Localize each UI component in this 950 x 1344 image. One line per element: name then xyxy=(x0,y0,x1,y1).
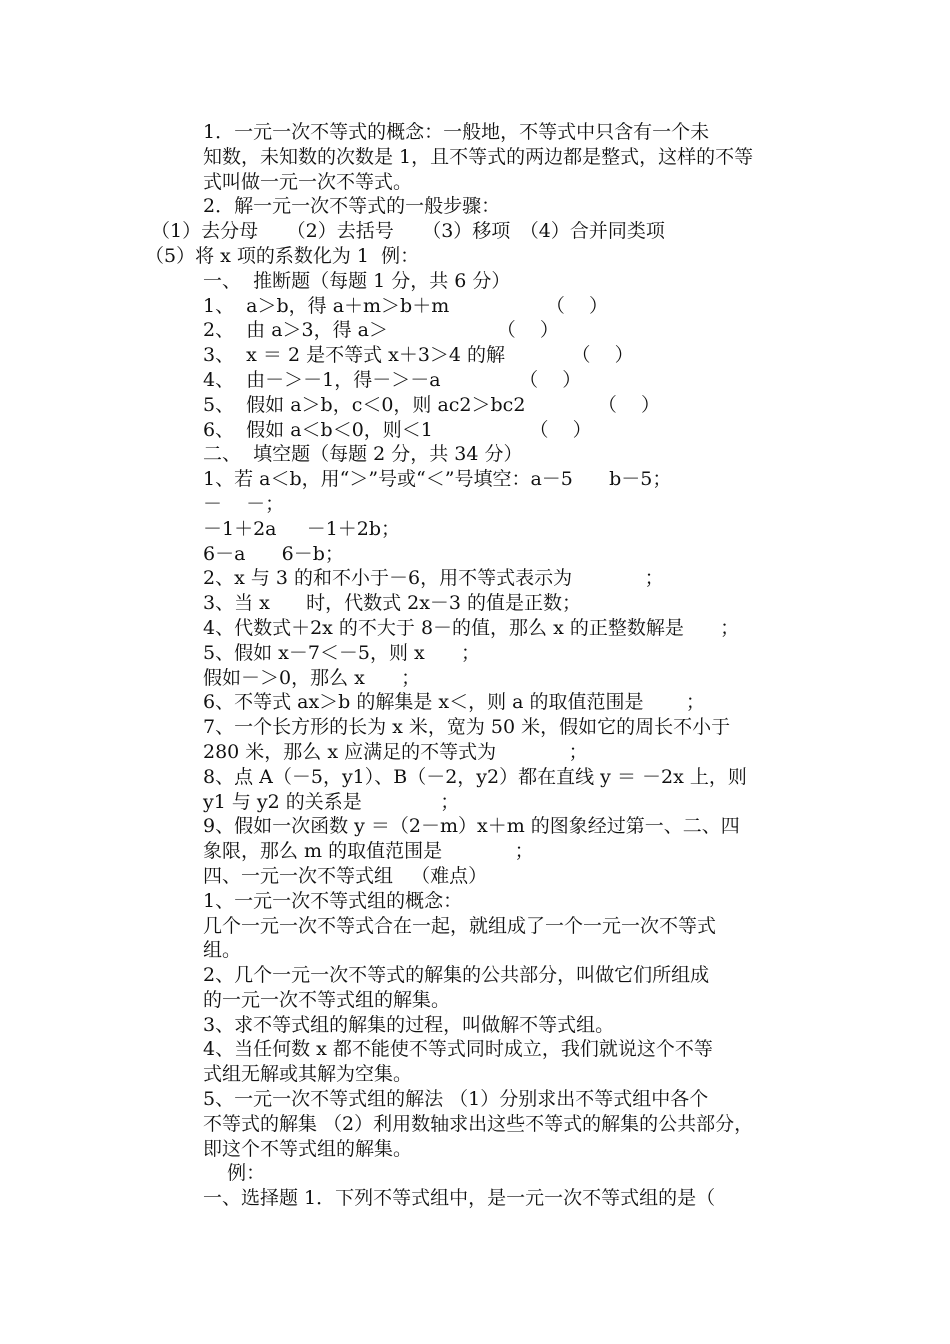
paragraph xyxy=(145,765,810,815)
text-line: 式叫做一元一次不等式。 xyxy=(203,170,413,193)
text-line: 3、当 x 时，代数式 2x－3 的值是正数； xyxy=(203,592,582,615)
paragraph xyxy=(145,914,810,964)
text-line: 1．一元一次不等式的概念：一般地，不等式中只含有一个未 xyxy=(203,121,710,143)
text-line: － －； xyxy=(203,492,285,515)
text-line: 3、求不等式组的解集的过程，叫做解不等式组。 xyxy=(203,1013,615,1036)
text-line: 1、一元一次不等式组的概念： xyxy=(203,889,463,912)
paragraph xyxy=(145,591,810,616)
paragraph xyxy=(145,343,810,368)
text-line: 5、一元一次不等式组的解法 （1）分别求出不等式组中各个 xyxy=(203,1088,709,1111)
text-line: 组。 xyxy=(203,939,242,962)
paragraph xyxy=(145,864,810,889)
paragraph xyxy=(145,690,810,715)
paragraph xyxy=(145,1161,810,1186)
text-line: 不等式的解集 （2）利用数轴求出这些不等式的解集的公共部分， xyxy=(203,1112,754,1135)
paragraph xyxy=(145,418,810,443)
text-line: 知数，未知数的次数是 1，且不等式的两边都是整式，这样的不等 xyxy=(203,145,754,168)
paragraph xyxy=(145,517,810,542)
paragraph xyxy=(145,889,810,914)
text-line: 4、代数式＋2x 的不大于 8－的值，那么 x 的正整数解是 ； xyxy=(203,616,740,639)
paragraph xyxy=(145,219,810,269)
text-line: 6、不等式 ax＞b 的解集是 x＜，则 a 的取值范围是 ； xyxy=(203,691,705,714)
paragraph xyxy=(145,666,810,691)
paragraph xyxy=(145,194,810,219)
paragraph xyxy=(145,294,810,319)
paragraph xyxy=(145,542,810,567)
text-line: 8、点 A（－5，y1）、B（－2，y2）都在直线 y ＝ －2x 上，则 xyxy=(203,765,747,788)
text-line: 7、一个长方形的长为 x 米，宽为 50 米，假如它的周长不小于 xyxy=(203,716,731,739)
text-line: 即这个不等式组的解集。 xyxy=(203,1137,413,1160)
text-line: 280 米，那么 x 应满足的不等式为 ； xyxy=(203,740,588,763)
text-line: 9、假如一次函数 y ＝（2－m）x＋m 的图象经过第一、二、四 xyxy=(203,815,740,838)
document-body xyxy=(145,120,810,1211)
paragraph xyxy=(145,120,810,194)
text-line: 式组无解或其解为空集。 xyxy=(203,1063,413,1086)
paragraph xyxy=(145,492,810,517)
paragraph xyxy=(145,393,810,418)
text-line: 2．解一元一次不等式的一般步骤： xyxy=(203,195,501,218)
paragraph xyxy=(145,318,810,343)
text-line: 6、 假如 a＜b＜0，则＜1 （ ） xyxy=(203,418,592,441)
text-line: 5、 假如 a＞b，c＜0，则 ac2＞bc2 （ ） xyxy=(203,393,661,416)
paragraph xyxy=(145,566,810,591)
text-line: 2、几个一元一次不等式的解集的公共部分，叫做它们所组成 xyxy=(203,964,710,987)
paragraph xyxy=(145,963,810,1013)
paragraph xyxy=(145,715,810,765)
text-line: 1、若 a＜b，用“＞”号或“＜”号填空：a－5 b－5； xyxy=(203,468,672,491)
text-line: 四、一元一次不等式组 （难点） xyxy=(203,864,488,887)
text-line: 2、x 与 3 的和不小于－6，用不等式表示为 ； xyxy=(203,567,664,590)
text-line: －1＋2a －1＋2b； xyxy=(203,517,401,540)
text-line: （5）将 x 项的系数化为 1 例： xyxy=(145,244,420,267)
text-line: y1 与 y2 的关系是 ； xyxy=(203,790,460,813)
text-line: （1）去分母 （2）去括号 （3）移项 （4）合并同类项 xyxy=(145,220,665,243)
text-line: 6－a 6－b； xyxy=(203,542,344,565)
paragraph xyxy=(145,1013,810,1038)
text-line: 二、 填空题（每题 2 分，共 34 分） xyxy=(203,443,523,466)
paragraph xyxy=(145,269,810,294)
text-line: 几个一元一次不等式合在一起，就组成了一个一元一次不等式 xyxy=(203,914,717,937)
text-line: 的一元一次不等式组的解集。 xyxy=(203,988,451,1011)
paragraph xyxy=(145,616,810,641)
text-line: 例： xyxy=(203,1162,266,1185)
paragraph xyxy=(145,442,810,467)
paragraph xyxy=(145,641,810,666)
text-line: 4、 由－＞－1，得－＞－a （ ） xyxy=(203,368,582,391)
text-line: 假如－＞0，那么 x ； xyxy=(203,666,421,689)
text-line: 5、假如 x－7＜－5，则 x ； xyxy=(203,641,481,664)
text-line: 4、当任何数 x 都不能使不等式同时成立，我们就说这个不等 xyxy=(203,1038,713,1061)
paragraph xyxy=(145,1037,810,1087)
paragraph xyxy=(145,1186,810,1211)
text-line: 3、 x ＝ 2 是不等式 x＋3＞4 的解 （ ） xyxy=(203,344,634,367)
paragraph xyxy=(145,1087,810,1161)
paragraph xyxy=(145,368,810,393)
text-line: 2、 由 a＞3，得 a＞ （ ） xyxy=(203,319,559,342)
text-line: 1、 a＞b，得 a＋m＞b＋m （ ） xyxy=(203,294,609,317)
paragraph xyxy=(145,814,810,864)
text-line: 一、选择题 1．下列不等式组中，是一元一次不等式组的是（ xyxy=(203,1187,716,1210)
paragraph xyxy=(145,467,810,492)
text-line: 一、 推断题（每题 1 分，共 6 分） xyxy=(203,269,511,292)
text-line: 象限，那么 m 的取值范围是 ； xyxy=(203,840,534,863)
